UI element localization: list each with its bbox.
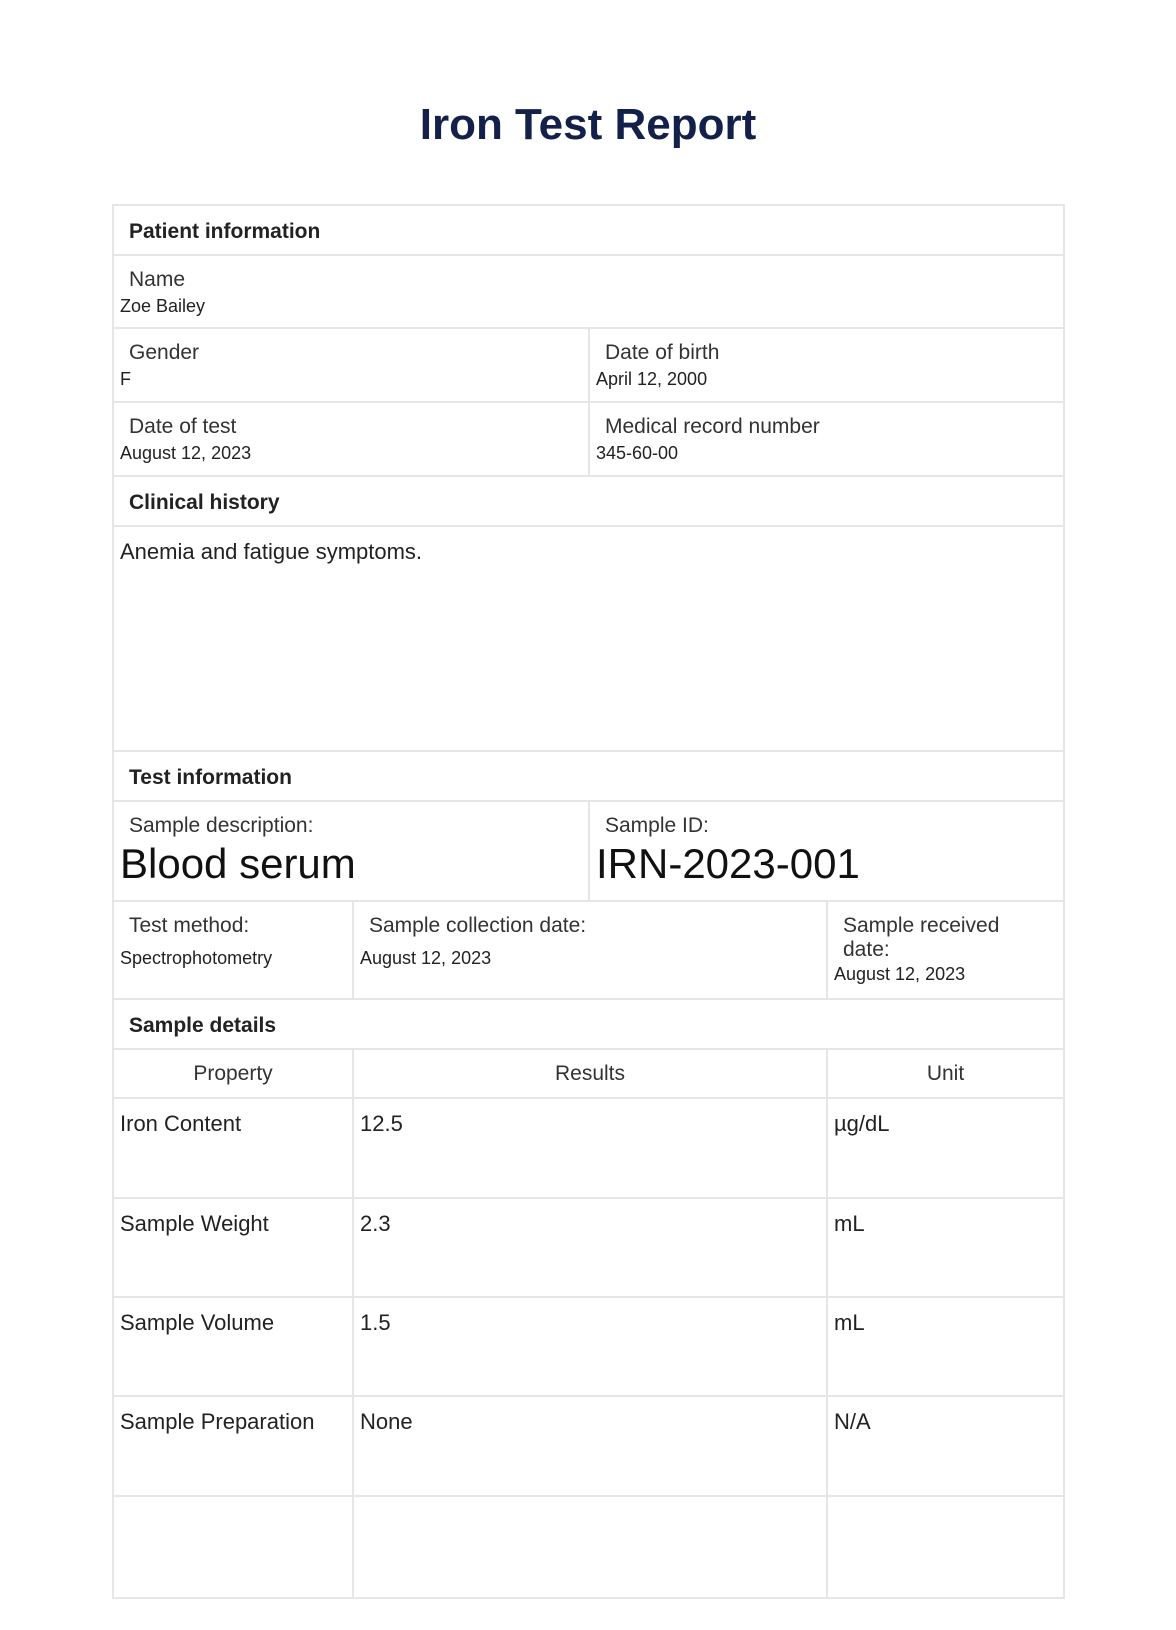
clinical-section-row (114, 477, 1063, 527)
unit-cell: N/A (834, 1409, 871, 1434)
table-row (114, 1298, 1063, 1397)
name-row (114, 256, 1063, 329)
result-cell: None (360, 1409, 413, 1434)
method-dates-row (114, 902, 1063, 1000)
name-value: Zoe Bailey (120, 296, 206, 316)
test-date-label: Date of test (129, 415, 237, 438)
collection-value: August 12, 2023 (360, 948, 492, 968)
testdate-mrn-row (114, 403, 1063, 477)
details-header-row (114, 1050, 1063, 1099)
unit-cell: mL (834, 1310, 865, 1335)
unit-cell: mL (834, 1211, 865, 1236)
method-value: Spectrophotometry (120, 948, 273, 968)
sample-desc-id-row (114, 802, 1063, 902)
test-section-row (114, 752, 1063, 802)
property-cell: Sample Weight (120, 1211, 269, 1236)
clinical-section-title: Clinical history (129, 491, 280, 514)
result-cell (354, 1497, 826, 1509)
sample-desc-value: Blood serum (120, 840, 356, 887)
mrn-label: Medical record number (605, 415, 820, 438)
page-title: Iron Test Report (419, 100, 757, 149)
gender-dob-row (114, 329, 1063, 403)
name-label: Name (129, 268, 186, 291)
sample-id-label: Sample ID: (605, 814, 709, 837)
property-cell (114, 1497, 352, 1509)
gender-value: F (120, 369, 131, 389)
dob-value: April 12, 2000 (596, 369, 708, 389)
table-row (114, 1099, 1063, 1199)
patient-section-row (114, 206, 1063, 256)
table-row (114, 1497, 1063, 1597)
result-cell: 2.3 (360, 1211, 391, 1236)
result-cell: 12.5 (360, 1111, 403, 1136)
details-section-title: Sample details (129, 1014, 277, 1037)
header-property: Property (193, 1062, 273, 1085)
test-section-title: Test information (129, 766, 292, 789)
sample-desc-label: Sample description: (129, 814, 314, 837)
clinical-history-text: Anemia and fatigue symptoms. (120, 539, 423, 564)
unit-cell: µg/dL (834, 1111, 890, 1136)
result-cell: 1.5 (360, 1310, 391, 1335)
method-label: Test method: (129, 914, 250, 937)
dob-label: Date of birth (605, 341, 720, 364)
gender-label: Gender (129, 341, 200, 364)
table-row (114, 1199, 1063, 1298)
received-label-line2: date: (843, 938, 890, 961)
report-table (112, 204, 1065, 1599)
property-cell: Sample Volume (120, 1310, 275, 1335)
property-cell: Iron Content (120, 1111, 242, 1136)
received-value: August 12, 2023 (834, 964, 966, 984)
header-results: Results (554, 1062, 626, 1085)
test-date-value: August 12, 2023 (120, 443, 252, 463)
received-label (828, 902, 1063, 962)
mrn-value: 345-60-00 (596, 443, 679, 463)
sample-id-value: IRN-2023-001 (596, 840, 860, 887)
header-unit: Unit (926, 1062, 965, 1085)
details-section-row (114, 1000, 1063, 1050)
patient-section-title: Patient information (129, 220, 321, 243)
collection-label: Sample collection date: (369, 914, 587, 937)
unit-cell (828, 1497, 1063, 1509)
received-label-line1: Sample received (843, 914, 1000, 937)
property-cell: Sample Preparation (120, 1409, 315, 1434)
table-row (114, 1397, 1063, 1497)
clinical-history-row (114, 527, 1063, 752)
